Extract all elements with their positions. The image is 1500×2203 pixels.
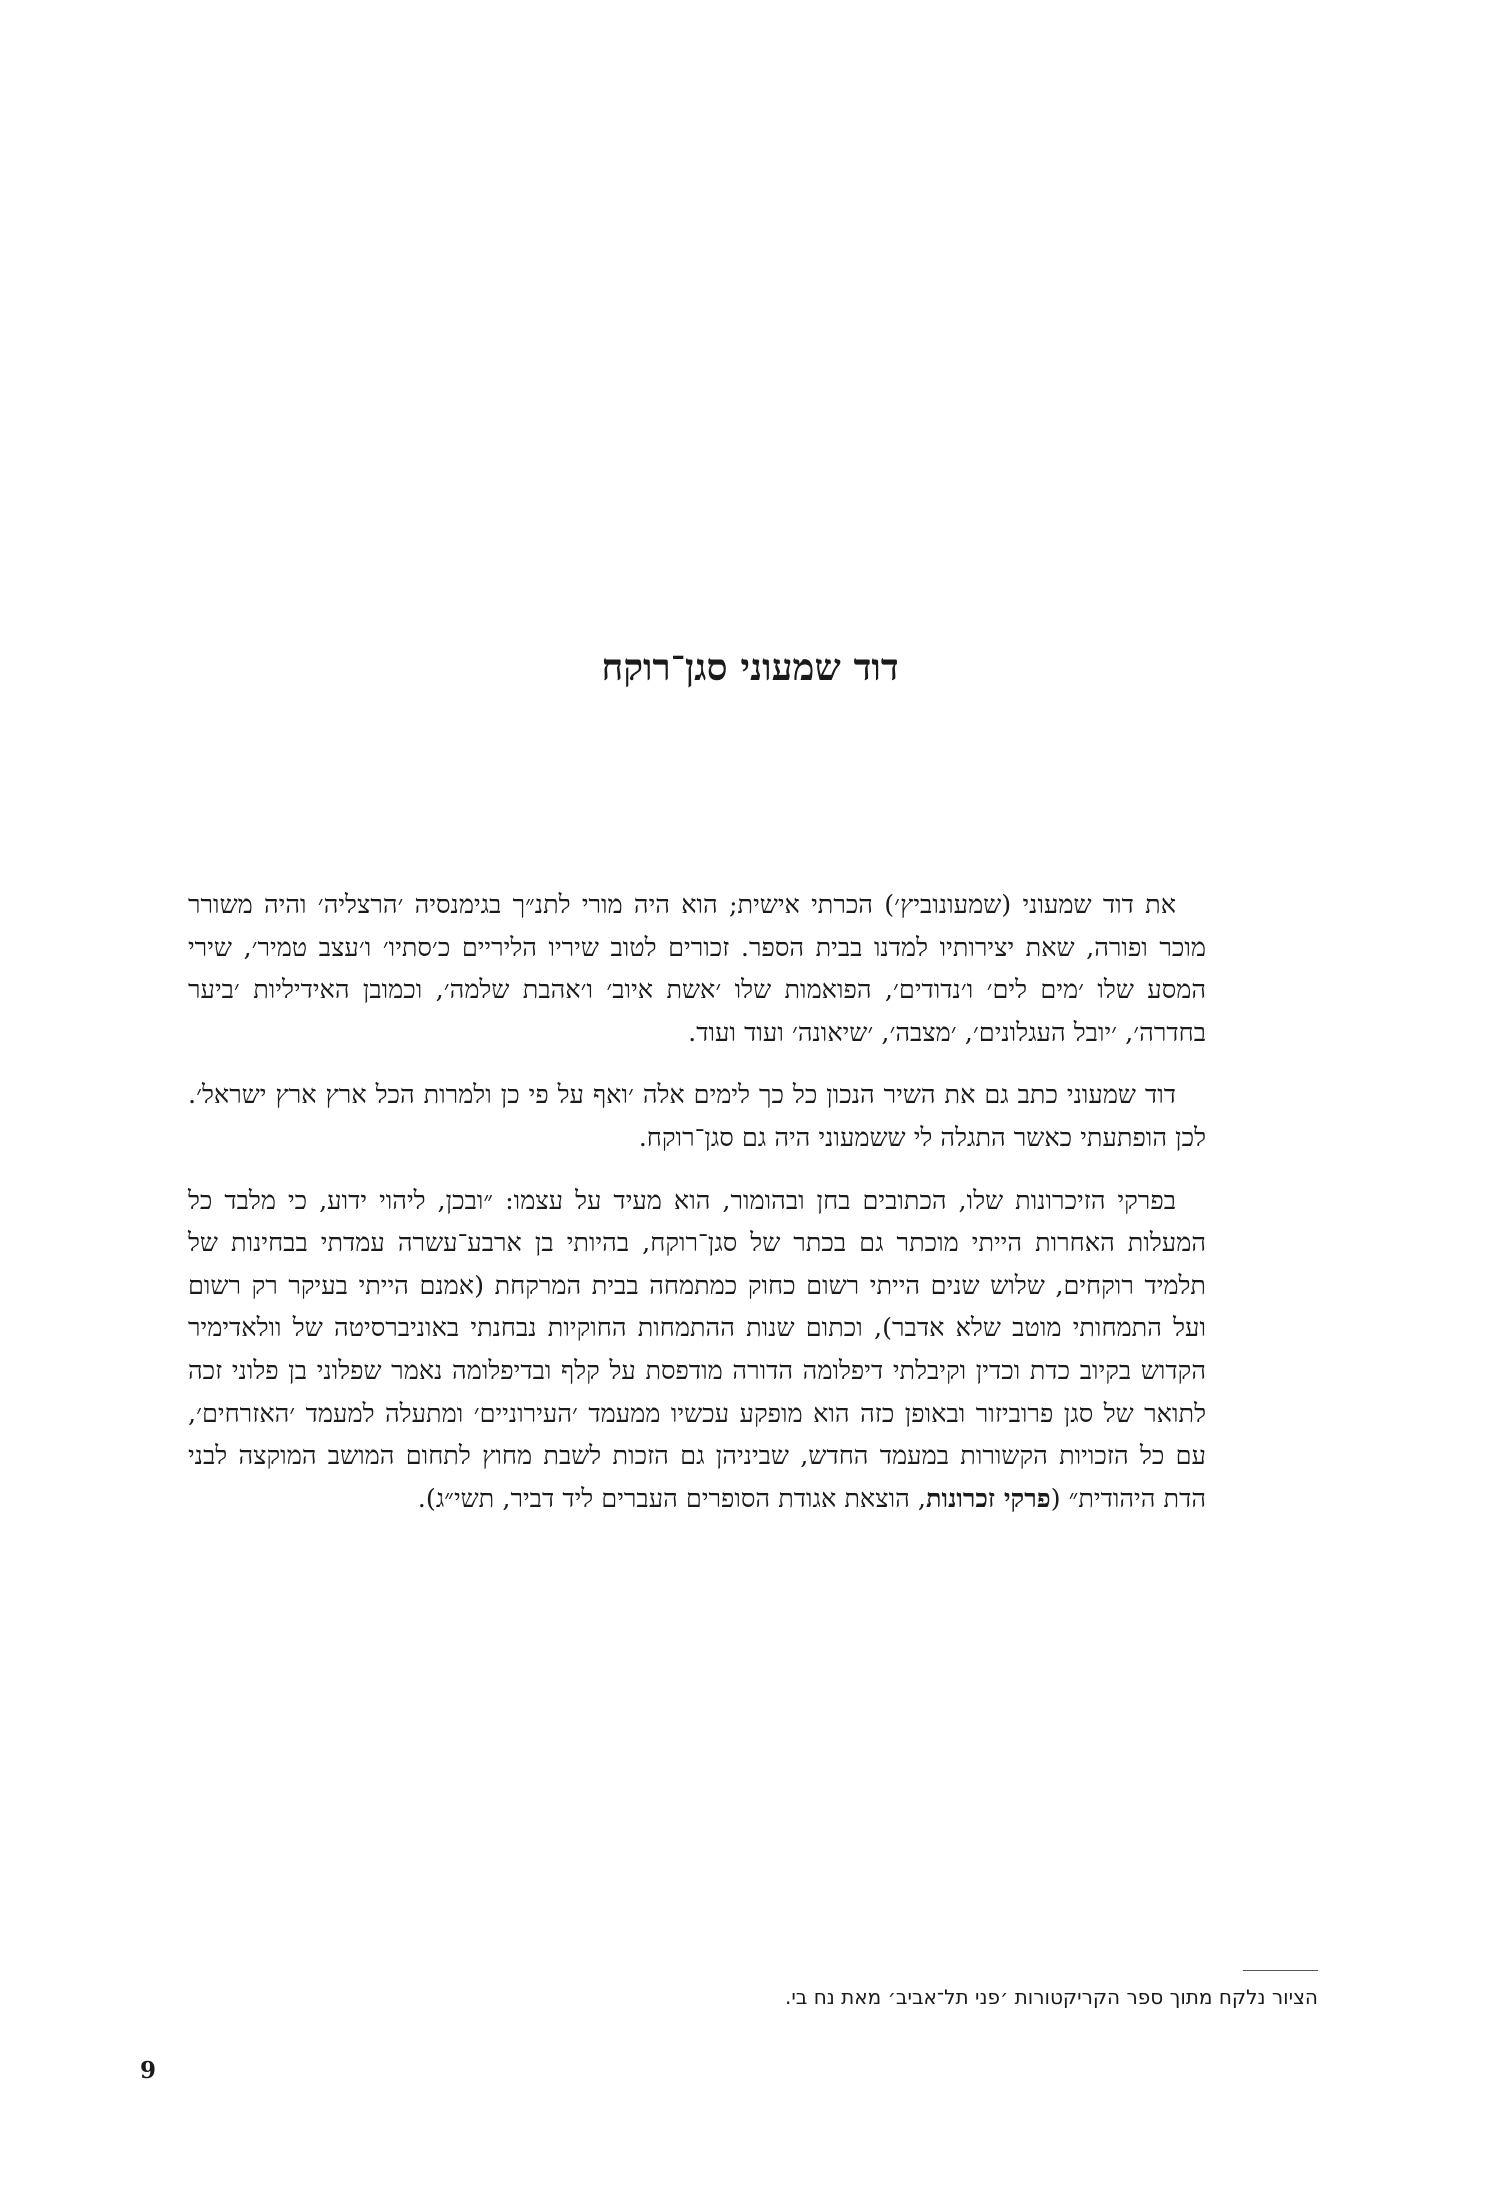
paragraph-3-text: בפרקי הזיכרונות שלו, הכתובים בחן ובהומור, הוא מעיד על עצמו: ״ובכן, ליהוי ידוע, כי מלבד כל המעלות האחרות הייתי מוכתר גם בכתר של סגן־רוקח, בהיותי בן ארבע־עשרה עמדתי בבחינות של תלמיד רוקחים, שלוש שנים הייתי רשום כחוק כמתמחה בבית המרקחת (אמנם הייתי בעיקר רק רשום ועל התמחותי מוטב שלא אדבר), וכתום שנות ההתמחות החוקיות נבחנתי באוניברסיטה של וולאדימיר הקדוש בקיוב כדת וכדין וקיבלתי דיפלומה הדורה מודפסת על קלף ובדיפלומה נאמר שפלוני בן פלוני זכה לתואר של סגן פרוביזור ובאופן כזה הוא מופקע עכשיו ממעמד ׳העירוניים׳ ומתעלה למעמד ׳האזרחים׳, עם כל הזכויות הקשורות במעמד החדש, שביניהן גם הזכות לשבת מחוץ לתחום המושב המוקצה לבני הדת היהודית״ (188, 1185, 1206, 1514)
footnote-divider (1243, 1970, 1318, 1971)
citation-open: ( (1050, 1483, 1061, 1514)
paragraph-1: את דוד שמעוני (שמעונוביץ׳) הכרתי אישית; הוא היה מורי לתנ״ך בגימנסיה ׳הרצליה׳ והיה משורר מוכר ופורה, שאת יצירותיו למדנו בבית הספר. זכורים לטוב שיריו הליריים כ׳סתיו׳ ו׳עצב טמיר׳, שירי המסע שלו ׳מים לים׳ ו׳נדודים׳, הפואמות שלו ׳אשת איוב׳ ו׳אהבת שלמה׳, וכמובן האידיליות ׳ביער בחדרה׳, ׳יובל העגלונים׳, ׳מצבה׳, ׳שיאונה׳ ועוד ועוד. (188, 890, 1206, 1048)
chapter-title: דוד שמעוני סגן־רוקח (601, 645, 899, 689)
footnote: הציור נלקח מתוך ספר הקריקטורות ׳פני תל־אביב׳ מאת נח בי. (784, 1985, 1318, 2009)
citation-book-title: פרקי זכרונות (926, 1483, 1051, 1514)
citation-rest: , הוצאת אגודת הסופרים העברים ליד דביר, תשי״ג). (417, 1483, 926, 1514)
paragraph-2: דוד שמעוני כתב גם את השיר הנכון כל כך לימים אלה ׳ואף על פי כן ולמרות הכל ארץ ארץ ישראל׳. לכן הופתעתי כאשר התגלה לי ששמעוני היה גם סגן־רוקח. (188, 1080, 1206, 1153)
paragraph-3 (188, 1180, 1206, 1521)
body-text (188, 884, 1206, 1540)
page-number: 9 (140, 2057, 157, 2084)
